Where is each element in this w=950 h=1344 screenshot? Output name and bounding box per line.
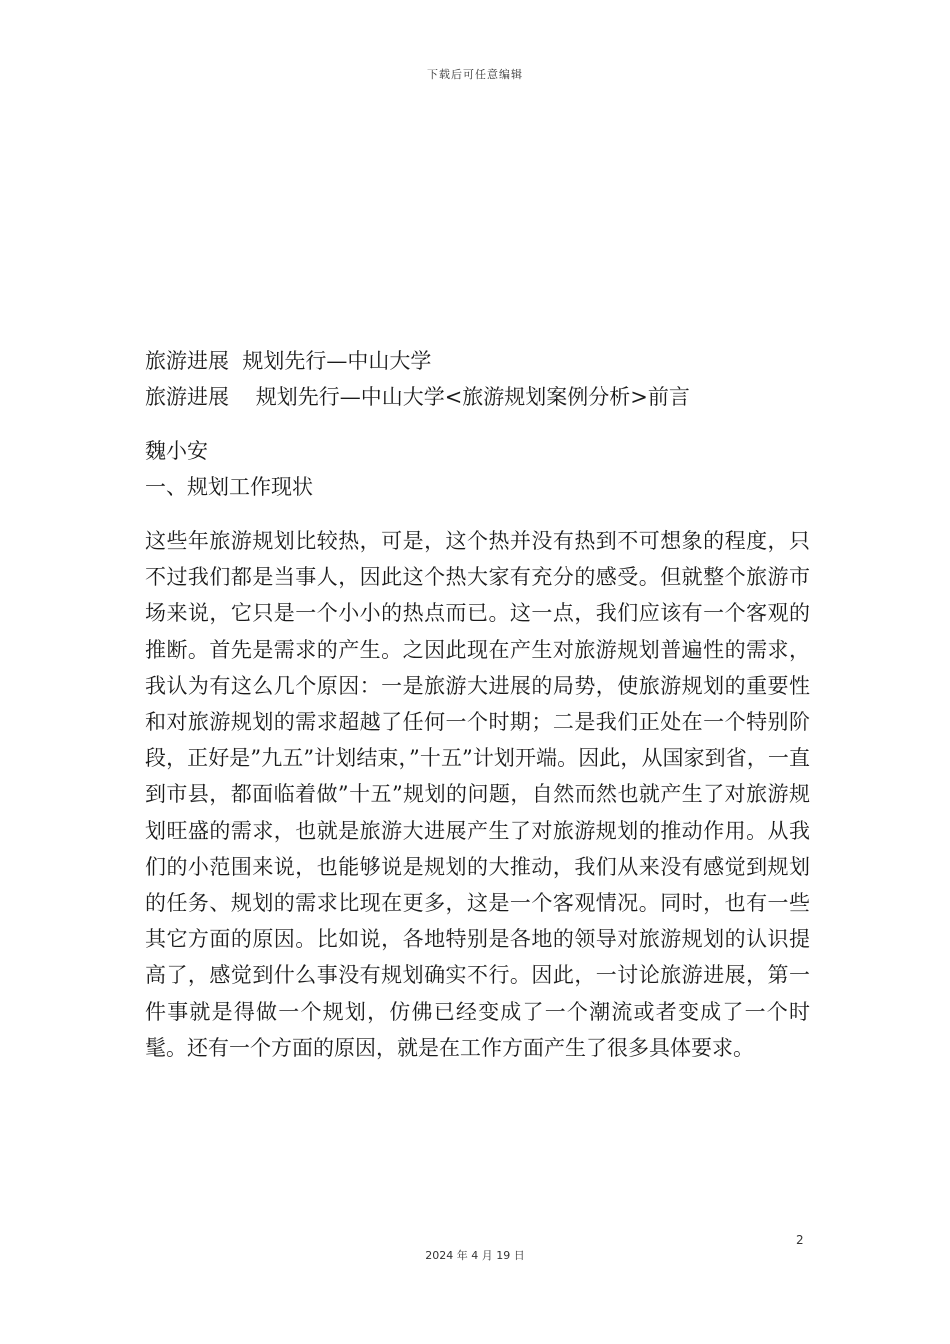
spacer (145, 505, 810, 523)
author-name: 魏小安 (145, 439, 208, 463)
body-paragraph: 这些年旅游规划比较热，可是，这个热并没有热到不可想象的程度，只不过我们都是当事人，因此这个热大家有充分的感受。但就整个旅游市场来说，它只是一个小小的热点而已。这一点，我们应该有一个客观的推断。首先是需求的产生。之因此现在产生对旅游规划普遍性的需求，我认为有这么几个原因：一是旅游大进展的局势，使旅游规划的重要性和对旅游规划的需求超越了任何一个时期；二是我们正处在一个特别阶段，正好是”九五”计划结束，”十五”计划开端。因此，从国家到省，一直到市县，都面临着做”十五”规划的问题，自然而然也就产生了对旅游规划旺盛的需求，也就是旅游大进展产生了对旅游规划的推动作用。从我们的小范围来说，也能够说是规划的大推动，我们从来没有感觉到规划的任务、规划的需求比现在更多，这是一个客观情况。同时，也有一些其它方面的原因。比如说，各地特别是各地的领导对旅游规划的认识提高了，感觉到什么事没有规划确实不行。因此，一讨论旅游进展，第一件事就是得做一个规划，仿佛已经变成了一个潮流或者变成了一个时髦。还有一个方面的原因，就是在工作方面产生了很多具体要求。 (145, 529, 810, 1060)
page-number: 2 (796, 1233, 804, 1247)
spacer (145, 415, 810, 433)
page-header: 下载后可任意编辑 (427, 68, 523, 81)
document-body (145, 343, 810, 1066)
section-heading: 一、规划工作现状 (145, 475, 313, 499)
document-title-line-1: 旅游进展 规划先行—中山大学 (145, 349, 432, 373)
document-title-line-2: 旅游进展 规划先行—中山大学<旅游规划案例分析>前言 (145, 385, 690, 409)
page-footer-date: 2024 年 4 月 19 日 (425, 1249, 525, 1262)
